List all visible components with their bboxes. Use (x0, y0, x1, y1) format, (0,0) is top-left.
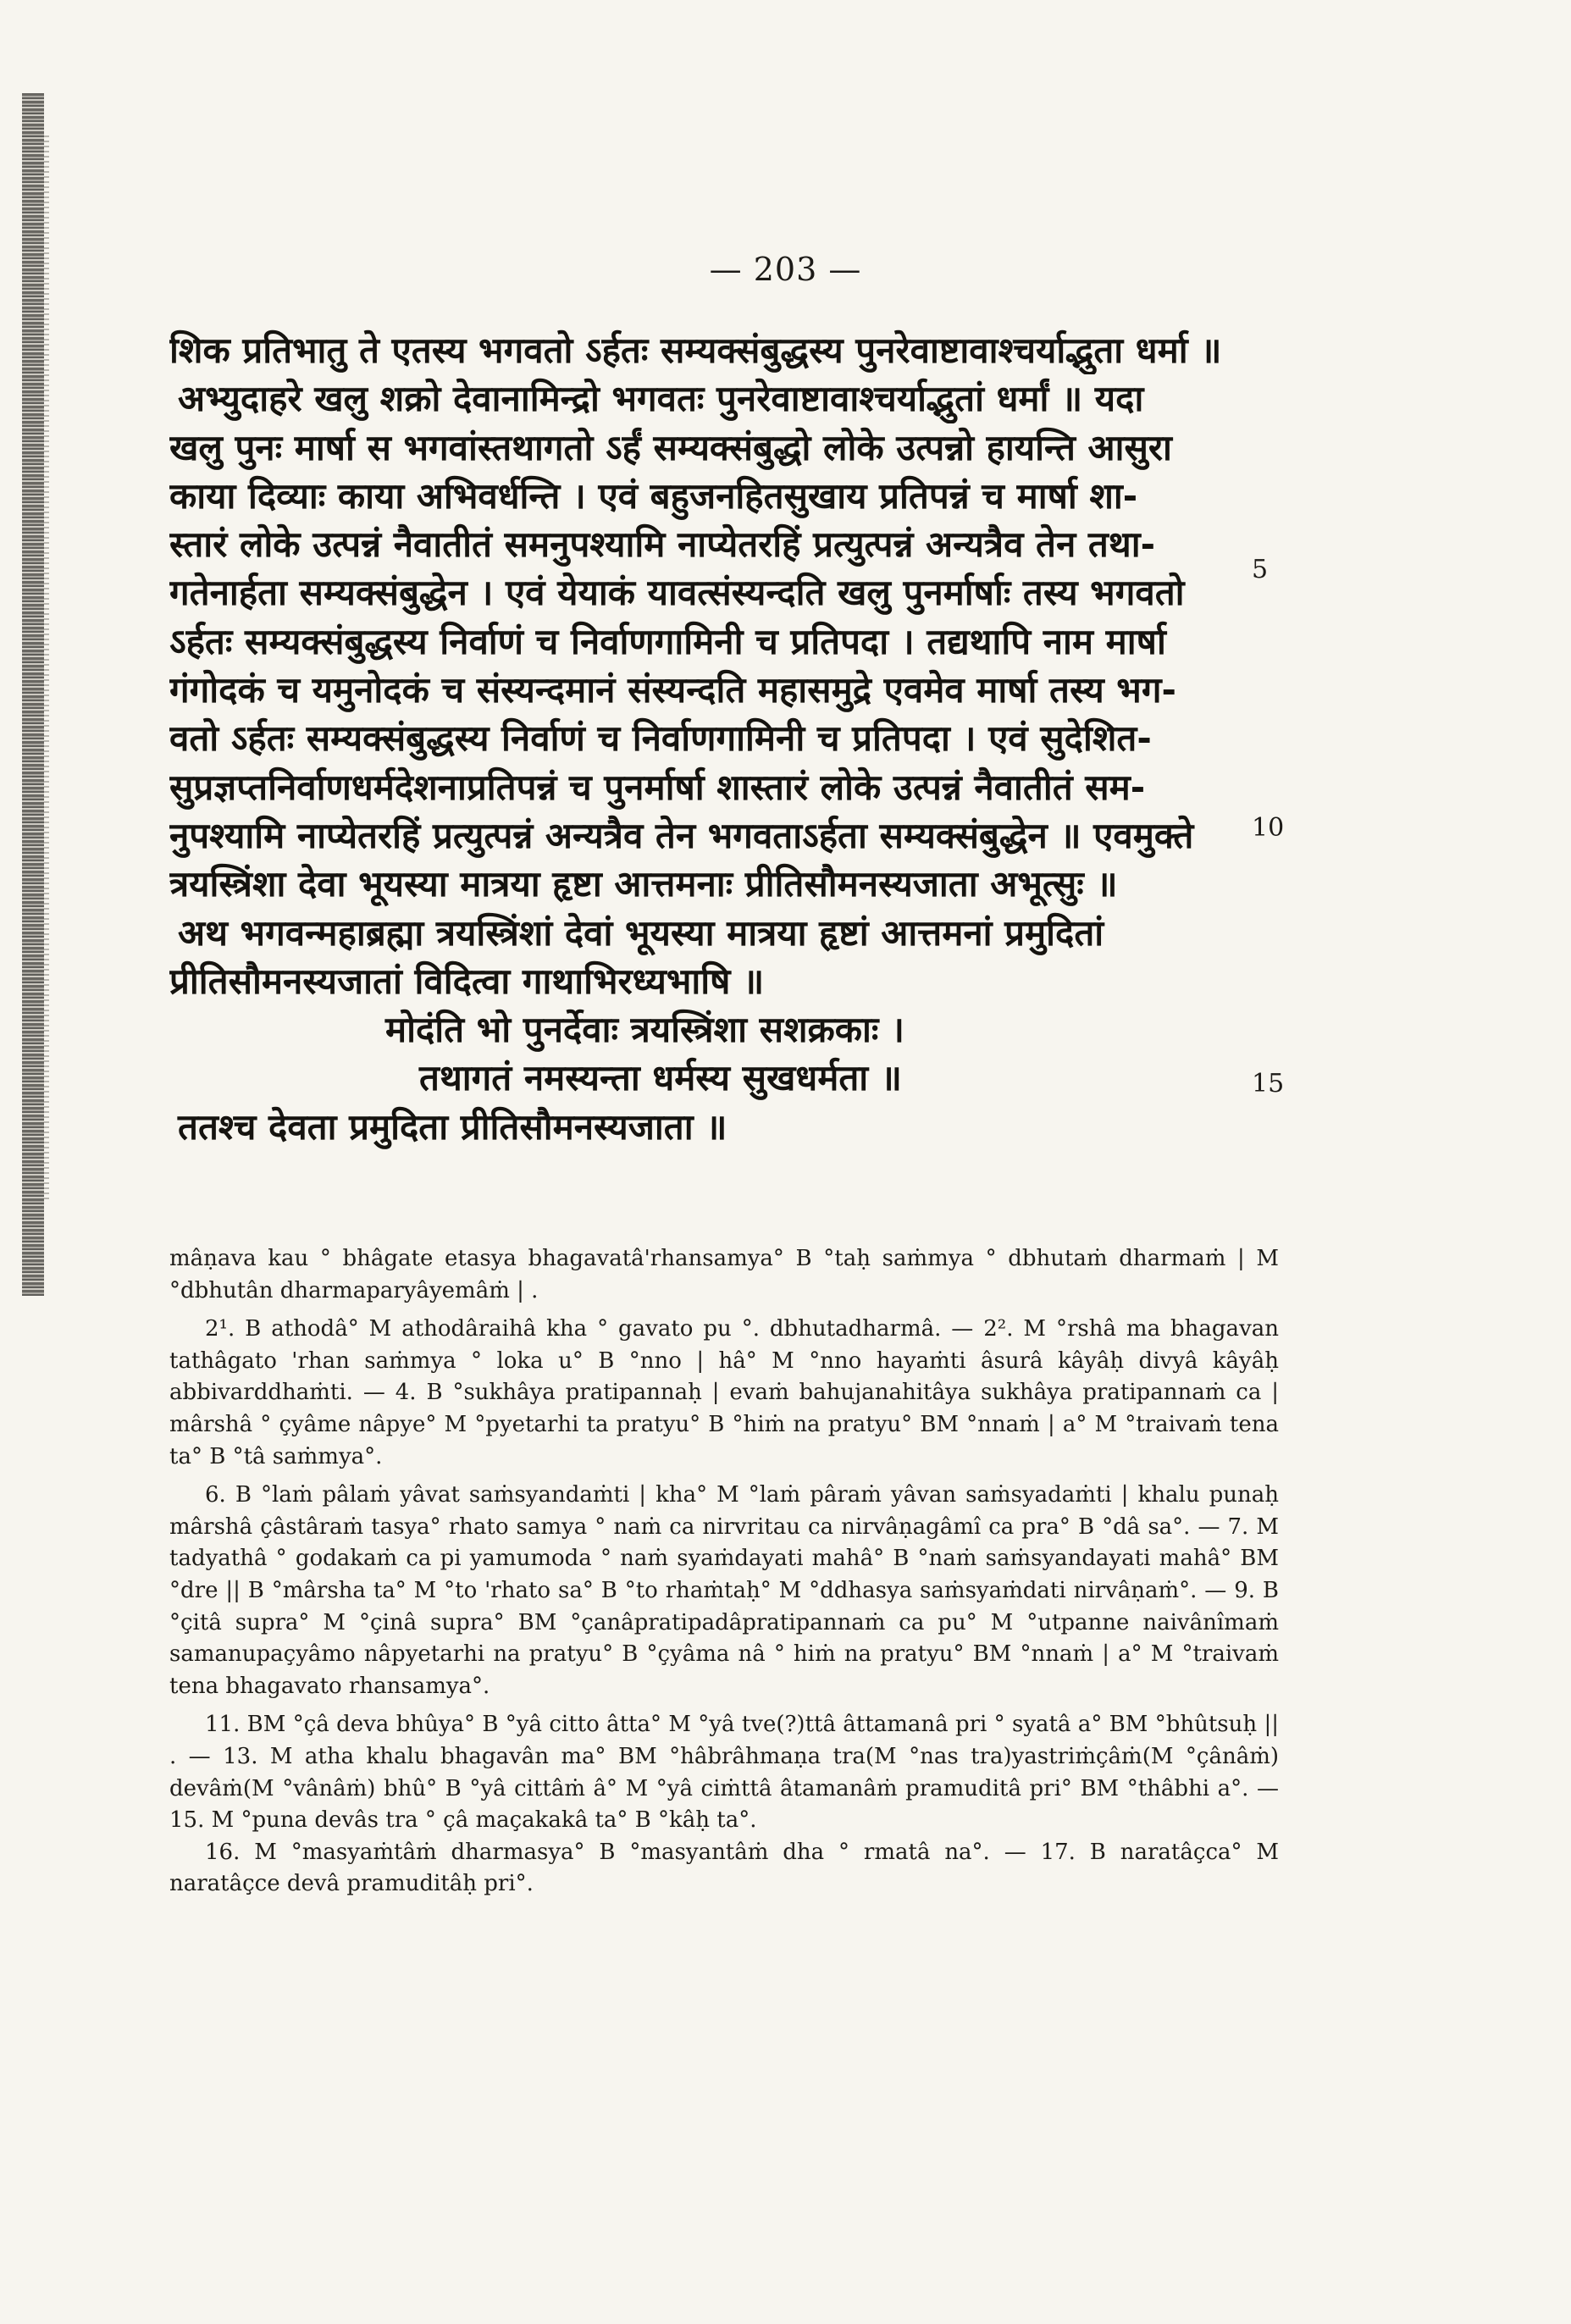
sanskrit-line: शिक प्रतिभातु ते एतस्य भगवतो ऽर्हतः सम्यक्संबुद्धस्य पुनरेवाष्टावाश्चर्याद्भुता धर्मा ॥ (169, 329, 1222, 371)
sanskrit-line: त्रयस्त्रिंशा देवा भूयस्या मात्रया हृष्टा आत्तमनाः प्रीतिसौमनस्यजाता अभूत्सुः ॥ (169, 863, 1118, 905)
sanskrit-line: गंगोदकं च यमुनोदकं च संस्यन्दमानं संस्यन्दति महासमुद्रे एवमेव मार्षा तस्य भग- (169, 669, 1176, 711)
apparatus-paragraph: 16. M °masyaṁtâṁ dharmasya° B °masyantâṁ dha ° rmatâ na°. — 17. B naratâçca° M naratâçce devâ pramuditâḥ pri°. (169, 1839, 1279, 1897)
sanskrit-line: नुपश्यामि नाप्येतरहिं प्रत्युत्पन्नं अन्यत्रैव तेन भगवताऽर्हता सम्यक्संबुद्धेन ॥ एवमुक्ते (169, 814, 1194, 856)
scan-edge-noise (44, 136, 49, 1203)
sanskrit-line: वतो ऽर्हतः सम्यक्संबुद्धस्य निर्वाणं च निर्वाणगामिनी च प्रतिपदा । एवं सुदेशित- (169, 717, 1152, 760)
apparatus-paragraph: 2¹. B athodâ° M athodâraihâ kha ° gavato pu °. dbhutadharmâ. — 2². M °rshâ ma bhagavan tathâgato 'rhan saṁmya ° loka u° B °nno | hâ° M °nno hayaṁti âsurâ kâyâḥ divyâ kâyâḥ abbivarddhaṁti. — 4. B °sukhâya pratipannaḥ | evaṁ bahujanahitâya sukhâya pratipannaṁ ca | mârshâ ° çyâme nâpye° M °pyetarhi ta pratyu° B °hiṁ na pratyu° BM °nnaṁ | a° M °traivaṁ tena ta° B °tâ saṁmya°. (169, 1316, 1279, 1469)
line-number: 15 (1252, 1069, 1285, 1098)
sanskrit-line: अथ भगवन्महाब्रह्मा त्रयस्त्रिंशां देवां भूयस्या मात्रया हृष्टां आत्तमनां प्रमुदितां (178, 911, 1104, 954)
apparatus-paragraph: 11. BM °çâ deva bhûya° B °yâ citto âtta° M °yâ tve(?)ttâ âttamanâ pri ° syatâ a° BM °bhûtsuḥ || . — 13. M atha khalu bhagavân ma° BM °hâbrâhmaṇa tra(M °nas tra)yastriṁçâṁ(M °çânâṁ) devâṁ(M °vânâṁ) bhû° B °yâ cittâṁ â° M °yâ ciṁttâ âtamanâṁ pramuditâ pri° BM °thâbhi a°. — 15. M °puna devâs tra ° çâ maçakakâ ta° B °kâḥ ta°. (169, 1712, 1279, 1834)
verse-line: तथागतं नमस्यन्ता धर्मस्य सुखधर्मता ॥ (419, 1057, 902, 1099)
verse-line: मोदंति भो पुनर्देवाः त्रयस्त्रिंशा सशक्रकाः । (385, 1009, 904, 1051)
critical-apparatus (169, 1243, 1279, 1901)
page-number: — 203 — (709, 251, 862, 288)
sanskrit-line: काया दिव्याः काया अभिवर्धन्ति । एवं बहुजनहितसुखाय प्रतिपन्नं च मार्षा शा- (169, 474, 1138, 517)
line-number: 10 (1252, 813, 1285, 843)
apparatus-paragraph: 6. B °laṁ pâlaṁ yâvat saṁsyandaṁti | kha° M °laṁ pâraṁ yâvan saṁsyadaṁti | khalu punaḥ mârshâ çâstâraṁ tasya° rhato samya ° naṁ ca nirvritau ca nirvâṇagâmî ca pra° B °dâ sa°. — 7. M tadyathâ ° godakaṁ ca pi yamumoda ° naṁ syaṁdayati mahâ° B °naṁ saṁsyandayati mahâ° BM °dre || B °mârsha ta° M °to 'rhato sa° B °to rhaṁtaḥ° M °ddhasya saṁsyaṁdati nirvâṇaṁ°. — 9. B °çitâ supra° M °çinâ supra° BM °çanâpratipadâpratipannaṁ ca pu° M °utpanne naivânîmaṁ samanupaçyâmo nâpyetarhi na pratyu° B °çyâma nâ ° hiṁ na pratyu° BM °nnaṁ | a° M °traivaṁ tena bhagavato rhansamya°. (169, 1482, 1279, 1699)
sanskrit-line: ततश्च देवता प्रमुदिता प्रीतिसौमनस्यजाता ॥ (178, 1105, 727, 1148)
line-number: 5 (1252, 555, 1269, 584)
sanskrit-line: गतेनार्हता सम्यक्संबुद्धेन । एवं येयाकं यावत्संस्यन्दति खलु पुनर्मार्षाः तस्य भगवतो (169, 572, 1185, 614)
sanskrit-line: ऽर्हतः सम्यक्संबुद्धस्य निर्वाणं च निर्वाणगामिनी च प्रतिपदा । तद्यथापि नाम मार्षा (169, 620, 1166, 662)
sanskrit-text-block (169, 326, 1275, 1151)
sanskrit-line: खलु पुनः मार्षा स भगवांस्तथागतो ऽर्हं सम्यक्संबुद्धो लोके उत्पन्नो हायन्ति आसुरा (169, 426, 1172, 468)
sanskrit-line: स्तारं लोके उत्पन्नं नैवातीतं समनुपश्यामि नाप्येतरहिं प्रत्युत्पन्नं अन्यत्रैव तेन तथा- (169, 523, 1156, 566)
apparatus-paragraph: mâṇava kau ° bhâgate etasya bhagavatâ'rhansamya° B °taḥ saṁmya ° dbhutaṁ dharmaṁ | M °dbhutân dharmaparyâyemâṁ | . (169, 1246, 1279, 1303)
sanskrit-line: प्रीतिसौमनस्यजातां विदित्वा गाथाभिरध्यभाषि ॥ (169, 960, 765, 1002)
sanskrit-line: अभ्युदाहरे खलु शक्रो देवानामिन्द्रो भगवतः पुनरेवाष्टावाश्चर्याद्भुतां धर्मां ॥ यदा (178, 378, 1144, 420)
sanskrit-line: सुप्रज्ञप्तनिर्वाणधर्मदेशनाप्रतिपन्नं च पुनर्मार्षा शास्तारं लोके उत्पन्नं नैवातीतं सम- (169, 766, 1146, 808)
